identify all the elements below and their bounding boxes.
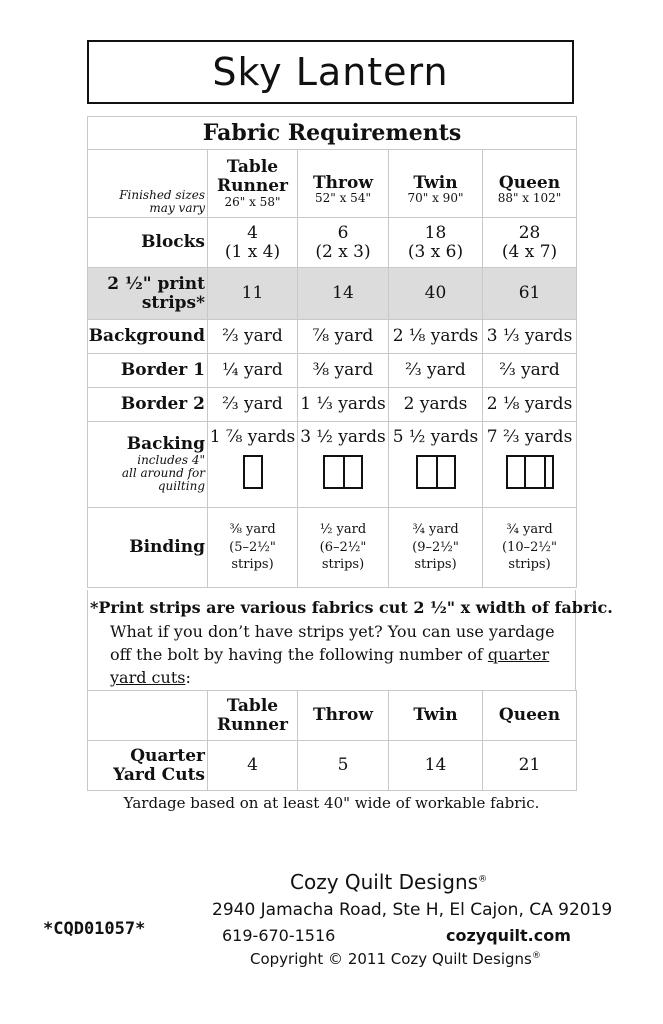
row-label-quarter-yard-cuts: Quarter Yard Cuts [88, 741, 208, 791]
table-row: Border 2 ⅔ yard 1 ⅓ yards 2 yards 2 ⅛ yards [88, 388, 577, 422]
col-header-throw: Throw 52" x 54" [298, 150, 389, 218]
col-header-table-runner: Table Runner 26" x 58" [208, 150, 298, 218]
backing-diagram-one-panel [208, 455, 297, 489]
row-label-border-2: Border 2 [88, 388, 208, 422]
table-row: Quarter Yard Cuts 4 5 14 21 [88, 741, 577, 791]
col-header-throw: Throw [298, 691, 389, 741]
page-title: Sky Lantern [87, 40, 574, 104]
address: 2940 Jamacha Road, Ste H, El Cajon, CA 92019 [212, 900, 613, 920]
backing-diagram-three-panels [483, 455, 576, 489]
copyright: Copyright © 2011 Cozy Quilt Designs® [250, 950, 541, 968]
row-label-blocks: Blocks [88, 218, 208, 268]
table-row: 2 ½" print strips* 11 14 40 61 [88, 268, 577, 320]
table-row: Background ⅔ yard ⅞ yard 2 ⅛ yards 3 ⅓ yards [88, 320, 577, 354]
col-header-table-runner: Table Runner [208, 691, 298, 741]
pattern-code: *CQD01057* [43, 919, 146, 939]
yardage-note: Yardage based on at least 40" wide of workable fabric. [123, 794, 540, 812]
col-header-twin: Twin [389, 691, 483, 741]
table-row: Border 1 ¼ yard ⅜ yard ⅔ yard ⅔ yard [88, 354, 577, 388]
quarter-yard-cuts-table [87, 690, 577, 791]
website-link[interactable]: cozyquilt.com [446, 926, 571, 945]
row-label-print-strips: 2 ½" print strips* [88, 268, 208, 320]
row-label-backing: Backing includes 4" all around for quilting [88, 422, 208, 508]
col-header-queen: Queen [483, 691, 577, 741]
table-heading: Fabric Requirements [88, 117, 577, 150]
row-label-background: Background [88, 320, 208, 354]
table-row: Blocks 4 (1 x 4) 6 (2 x 3) 18 (3 x 6) 28 (4 x 7) [88, 218, 577, 268]
finished-sizes-note: Finished sizes may vary [88, 150, 208, 218]
backing-diagram-two-panels-tall [389, 455, 482, 489]
backing-diagram-two-panels [298, 455, 388, 489]
row-label-border-1: Border 1 [88, 354, 208, 388]
phone: 619-670-1516 [222, 926, 336, 945]
col-header-queen: Queen 88" x 102" [483, 150, 577, 218]
table-row: Binding ⅜ yard (5–2½" strips) ½ yard (6–2½" strips) ¾ yard (9–2½" strips) ¾ yard (10–2½" strips) [88, 508, 577, 588]
print-strips-note: *Print strips are various fabrics cut 2 ½" x width of fabric. What if you don’t have strips yet? You can use yardage off the bolt by having the following number of quarter yard cuts: [87, 590, 576, 690]
col-header-twin: Twin 70" x 90" [389, 150, 483, 218]
table-row: Backing includes 4" all around for quilting 1 ⅞ yards 3 ½ yards 5 ½ yards 7 ⅔ yards [88, 422, 577, 508]
row-label-binding: Binding [88, 508, 208, 588]
fabric-requirements-table [87, 116, 577, 588]
brand-name: Cozy Quilt Designs® [290, 870, 488, 894]
